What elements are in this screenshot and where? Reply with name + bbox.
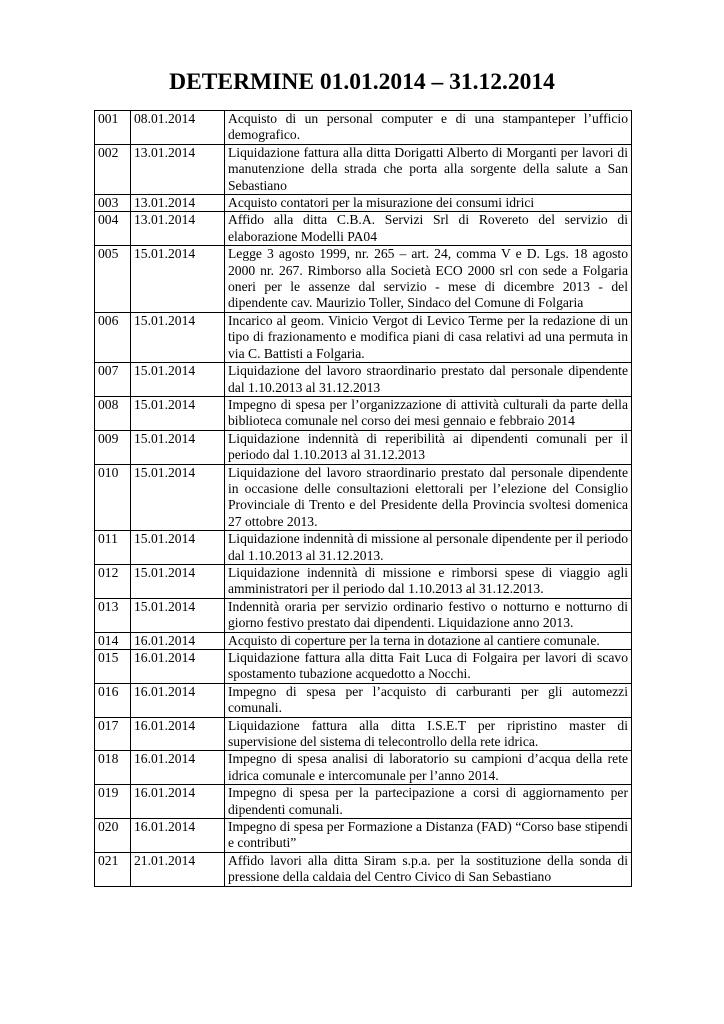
row-number: 019 — [95, 785, 131, 819]
row-number: 001 — [95, 111, 131, 145]
row-date: 16.01.2014 — [131, 819, 225, 853]
table-row — [95, 632, 632, 649]
table-row — [95, 650, 632, 684]
row-number: 008 — [95, 396, 131, 430]
row-date: 08.01.2014 — [131, 111, 225, 145]
row-description: Acquisto di coperture per la terna in dotazione al cantiere comunale. — [225, 632, 632, 649]
row-number: 015 — [95, 650, 131, 684]
row-number: 020 — [95, 819, 131, 853]
row-number: 006 — [95, 312, 131, 362]
row-description: Impegno di spesa per Formazione a Distanza (FAD) “Corso base stipendi e contributi” — [225, 819, 632, 853]
row-description: Liquidazione fattura alla ditta Fait Luca di Folgaira per lavori di scavo spostamento tubazione acquedotto a Nocchi. — [225, 650, 632, 684]
row-number: 013 — [95, 598, 131, 632]
row-number: 014 — [95, 632, 131, 649]
row-number: 002 — [95, 144, 131, 194]
row-description: Liquidazione indennità di missione e rimborsi spese di viaggio agli amministratori per il periodo dal 1.10.2013 al 31.12.2013. — [225, 564, 632, 598]
row-description: Liquidazione fattura alla ditta Dorigatti Alberto di Morganti per lavori di manutenzione della strada che porta alla sorgente della salute a San Sebastiano — [225, 144, 632, 194]
row-description: Liquidazione del lavoro straordinario prestato dal personale dipendente dal 1.10.2013 al 31.12.2013 — [225, 363, 632, 397]
row-number: 016 — [95, 683, 131, 717]
row-date: 15.01.2014 — [131, 246, 225, 313]
row-date: 16.01.2014 — [131, 683, 225, 717]
row-date: 15.01.2014 — [131, 598, 225, 632]
row-date: 16.01.2014 — [131, 632, 225, 649]
row-number: 007 — [95, 363, 131, 397]
row-date: 15.01.2014 — [131, 396, 225, 430]
row-description: Liquidazione indennità di reperibilità ai dipendenti comunali per il periodo dal 1.10.2013 al 31.12.2013 — [225, 430, 632, 464]
table-row — [95, 531, 632, 565]
row-number: 003 — [95, 195, 131, 212]
row-date: 16.01.2014 — [131, 650, 225, 684]
row-description: Affido lavori alla ditta Siram s.p.a. per la sostituzione della sonda di pressione della caldaia del Centro Civico di San Sebastiano — [225, 852, 632, 886]
row-description: Liquidazione indennità di missione al personale dipendente per il periodo dal 1.10.2013 al 31.12.2013. — [225, 531, 632, 565]
row-description: Legge 3 agosto 1999, nr. 265 – art. 24, comma V e D. Lgs. 18 agosto 2000 nr. 267. Rimborso alla Società ECO 2000 srl con sede a Folgaria oneri per le assenze dal servizio - mese di dicembre 2013 - del dipendente cav. Maurizio Toller, Sindaco del Comune di Folgaria — [225, 246, 632, 313]
row-date: 15.01.2014 — [131, 363, 225, 397]
row-date: 15.01.2014 — [131, 464, 225, 531]
table-row — [95, 111, 632, 145]
row-number: 021 — [95, 852, 131, 886]
row-date: 13.01.2014 — [131, 195, 225, 212]
table-row — [95, 717, 632, 751]
table-row — [95, 785, 632, 819]
row-date: 15.01.2014 — [131, 564, 225, 598]
table-row — [95, 195, 632, 212]
table-row — [95, 464, 632, 531]
page-title: DETERMINE 01.01.2014 – 31.12.2014 — [169, 69, 555, 95]
row-description: Liquidazione fattura alla ditta I.S.E.T per ripristino master di supervisione del sistema di telecontrollo della rete idrica. — [225, 717, 632, 751]
row-date: 21.01.2014 — [131, 852, 225, 886]
row-number: 012 — [95, 564, 131, 598]
row-description: Incarico al geom. Vinicio Vergot di Levico Terme per la redazione di un tipo di frazionamento e modifica piani di casa relativi ad una permuta in via C. Battisti a Folgaria. — [225, 312, 632, 362]
table-row — [95, 852, 632, 886]
row-date: 13.01.2014 — [131, 212, 225, 246]
row-description: Impegno di spesa per l’organizzazione di attività culturali da parte della biblioteca comunale nel corso dei mesi gennaio e febbraio 2014 — [225, 396, 632, 430]
table-row — [95, 751, 632, 785]
row-number: 010 — [95, 464, 131, 531]
row-description: Impegno di spesa per la partecipazione a corsi di aggiornamento per dipendenti comunali. — [225, 785, 632, 819]
table-row — [95, 430, 632, 464]
table-row — [95, 363, 632, 397]
row-description: Impegno di spesa analisi di laboratorio su campioni d’acqua della rete idrica comunale e intercomunale per l’anno 2014. — [225, 751, 632, 785]
row-description: Impegno di spesa per l’acquisto di carburanti per gli automezzi comunali. — [225, 683, 632, 717]
row-description: Acquisto contatori per la misurazione dei consumi idrici — [225, 195, 632, 212]
determine-table — [94, 110, 632, 887]
row-date: 15.01.2014 — [131, 430, 225, 464]
row-date: 13.01.2014 — [131, 144, 225, 194]
table-row — [95, 246, 632, 313]
table-row — [95, 312, 632, 362]
row-number: 011 — [95, 531, 131, 565]
row-date: 15.01.2014 — [131, 312, 225, 362]
row-number: 004 — [95, 212, 131, 246]
row-date: 15.01.2014 — [131, 531, 225, 565]
row-description: Affido alla ditta C.B.A. Servizi Srl di Rovereto del servizio di elaborazione Modelli PA04 — [225, 212, 632, 246]
row-description: Liquidazione del lavoro straordinario prestato dal personale dipendente in occasione delle consultazioni elettorali per l’elezione del Consiglio Provinciale di Trento e del Presidente della Provincia svoltesi domenica 27 ottobre 2013. — [225, 464, 632, 531]
row-number: 005 — [95, 246, 131, 313]
determine-table-body — [95, 111, 632, 887]
row-description: Acquisto di un personal computer e di una stampanteper l’ufficio demografico. — [225, 111, 632, 145]
table-row — [95, 396, 632, 430]
table-row — [95, 212, 632, 246]
row-number: 009 — [95, 430, 131, 464]
table-row — [95, 683, 632, 717]
row-number: 017 — [95, 717, 131, 751]
table-row — [95, 564, 632, 598]
row-date: 16.01.2014 — [131, 751, 225, 785]
table-row — [95, 819, 632, 853]
row-number: 018 — [95, 751, 131, 785]
table-row — [95, 144, 632, 194]
row-date: 16.01.2014 — [131, 717, 225, 751]
row-description: Indennità oraria per servizio ordinario festivo o notturno e notturno di giorno festivo prestato dai dipendenti. Liquidazione anno 2013. — [225, 598, 632, 632]
table-row — [95, 598, 632, 632]
row-date: 16.01.2014 — [131, 785, 225, 819]
